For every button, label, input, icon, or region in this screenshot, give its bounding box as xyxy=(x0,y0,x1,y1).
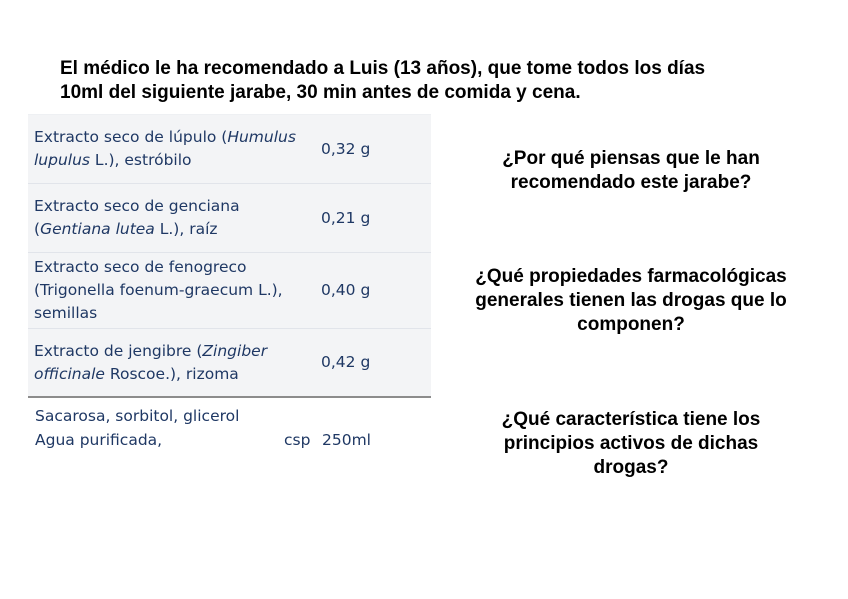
ingredient-name-text: Extracto seco de lúpulo ( xyxy=(34,128,228,146)
ingredient-name xyxy=(28,195,314,241)
excipients-volume: 250ml xyxy=(322,430,371,449)
ingredient-amount: 0,21 g xyxy=(321,208,371,227)
excipients-line-2 xyxy=(35,428,431,452)
ingredient-row-genciana xyxy=(28,183,431,252)
ingredient-name xyxy=(28,256,314,325)
ingredient-name-text: L.), estróbilo xyxy=(90,151,192,169)
intro-line-2: 10ml del siguiente jarabe, 30 min antes de comida y cena. xyxy=(60,82,581,103)
ingredient-latin-name: Humulus xyxy=(227,128,296,146)
intro-line-1: El médico le ha recomendado a Luis (13 años), que tome todos los días xyxy=(60,58,706,79)
ingredient-name xyxy=(28,126,314,172)
question-3 xyxy=(450,408,812,480)
question-2 xyxy=(450,265,812,337)
question-line: componen? xyxy=(577,314,685,335)
ingredient-row-lupulo xyxy=(28,114,431,183)
ingredient-latin-name: officinale xyxy=(34,364,105,383)
ingredient-name-text: Extracto seco de genciana xyxy=(34,197,240,215)
ingredient-latin-name: Zingiber xyxy=(202,341,268,360)
excipients-csp: csp xyxy=(284,430,311,449)
ingredient-name-text: Roscoe.), rizoma xyxy=(104,364,239,383)
question-line: ¿Por qué piensas que le han xyxy=(502,148,760,169)
ingredient-name xyxy=(28,340,314,386)
question-line: generales tienen las drogas que lo xyxy=(475,290,787,311)
question-line: recomendado este jarabe? xyxy=(510,172,752,193)
ingredient-row-fenogreco xyxy=(28,252,431,328)
ingredient-name-text: ( xyxy=(34,220,41,238)
question-line: ¿Qué propiedades farmacológicas xyxy=(475,266,787,287)
excipients xyxy=(28,398,431,452)
ingredient-latin-name: Gentiana lutea xyxy=(40,220,155,238)
intro-text xyxy=(60,57,780,105)
ingredients-table xyxy=(28,114,431,452)
excipients-line-1 xyxy=(35,404,431,428)
question-line: drogas? xyxy=(593,457,669,478)
excipients-water: Agua purificada, xyxy=(35,430,163,449)
ingredient-name-text: Extracto seco de fenogreco xyxy=(34,258,247,276)
ingredient-row-jengibre xyxy=(28,328,431,396)
ingredient-name-text: L.), raíz xyxy=(154,220,218,238)
question-line: ¿Qué característica tiene los xyxy=(501,409,761,430)
ingredient-name-text: (Trigonella foenum-graecum L.), xyxy=(34,281,283,299)
excipients-text: Sacarosa, sorbitol, glicerol xyxy=(35,406,240,425)
ingredient-amount: 0,32 g xyxy=(321,139,371,158)
question-1 xyxy=(450,147,812,195)
ingredient-amount: 0,40 g xyxy=(321,281,371,299)
ingredient-name-text: Extracto de jengibre ( xyxy=(34,341,203,360)
question-line: principios activos de dichas xyxy=(503,433,759,454)
ingredient-latin-name: lupulus xyxy=(34,151,90,169)
ingredient-amount: 0,42 g xyxy=(321,353,371,371)
ingredient-name-text: semillas xyxy=(34,304,98,322)
